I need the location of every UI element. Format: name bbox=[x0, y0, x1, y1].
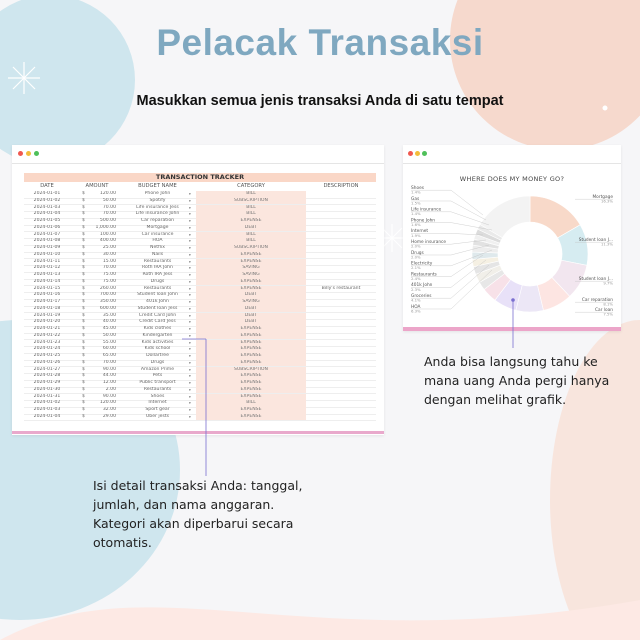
row-date: 2024-01-24 bbox=[33, 346, 61, 352]
dropdown-arrow-icon[interactable]: ▾ bbox=[189, 347, 191, 352]
row-currency: $ bbox=[82, 224, 85, 230]
row-budget-name: Credit Card John bbox=[138, 312, 177, 318]
row-category: DEBT bbox=[196, 225, 306, 232]
row-date: 2024-01-11 bbox=[33, 258, 61, 264]
row-date: 2024-01-04 bbox=[33, 211, 61, 217]
row-date: 2024-01-16 bbox=[33, 292, 61, 298]
row-date: 2024-01-03 bbox=[33, 407, 61, 412]
row-category: EXPENSE bbox=[196, 286, 306, 293]
row-currency: $ bbox=[82, 386, 85, 392]
chart-label-right: Car loan bbox=[595, 308, 613, 313]
row-amount: 35.00 bbox=[102, 312, 116, 318]
row-category: EXPENSE bbox=[196, 340, 306, 347]
dropdown-arrow-icon[interactable]: ▾ bbox=[189, 252, 191, 257]
row-budget-name: Kids activities bbox=[141, 339, 174, 345]
row-description: Billy's restaurant bbox=[321, 285, 361, 291]
chart-label-right-pct: 8.1% bbox=[603, 301, 613, 307]
dropdown-arrow-icon[interactable]: ▾ bbox=[189, 198, 191, 203]
row-amount: 600.00 bbox=[99, 305, 116, 311]
dropdown-arrow-icon[interactable]: ▾ bbox=[189, 381, 191, 385]
dropdown-arrow-icon[interactable]: ▾ bbox=[189, 387, 191, 392]
row-budget-name: Phone John bbox=[144, 191, 171, 196]
chart-label-left-pct: 1.4% bbox=[411, 189, 421, 195]
dropdown-arrow-icon[interactable]: ▾ bbox=[189, 246, 191, 250]
dropdown-arrow-icon[interactable]: ▾ bbox=[189, 293, 191, 298]
chart-label-left-pct: 1.4% bbox=[411, 211, 421, 217]
row-budget-name: HOA bbox=[152, 238, 163, 244]
chart-label-left: Phone John bbox=[411, 218, 436, 224]
row-currency: $ bbox=[82, 319, 85, 325]
dropdown-arrow-icon[interactable]: ▾ bbox=[189, 239, 191, 244]
row-date: 2024-01-30 bbox=[33, 386, 61, 392]
row-currency: $ bbox=[82, 299, 85, 304]
row-budget-name: Car reparation bbox=[140, 218, 175, 223]
row-category: EXPENSE bbox=[196, 394, 306, 401]
chart-label-left: Groceries bbox=[411, 294, 432, 299]
row-date: 2024-01-15 bbox=[33, 285, 61, 291]
row-category: EXPENSE bbox=[196, 252, 306, 259]
row-amount: 70.00 bbox=[102, 204, 116, 210]
row-category: BILL bbox=[196, 191, 306, 198]
row-budget-name: Public transport bbox=[139, 380, 176, 385]
row-date: 2024-01-08 bbox=[33, 238, 61, 244]
dropdown-arrow-icon[interactable]: ▾ bbox=[189, 300, 191, 304]
row-date: 2024-01-06 bbox=[33, 224, 61, 230]
row-currency: $ bbox=[82, 413, 85, 419]
dropdown-arrow-icon[interactable]: ▾ bbox=[189, 354, 191, 358]
row-currency: $ bbox=[82, 407, 85, 412]
row-budget-name: Kindergarten bbox=[142, 332, 173, 338]
row-currency: $ bbox=[82, 346, 85, 352]
row-currency: $ bbox=[82, 218, 85, 223]
chart-label-left: Electricity bbox=[411, 261, 433, 267]
connector-chart-dot bbox=[511, 298, 515, 302]
row-date: 2024-01-12 bbox=[33, 265, 61, 271]
row-category: EXPENSE bbox=[196, 387, 306, 394]
dropdown-arrow-icon[interactable]: ▾ bbox=[189, 212, 191, 217]
row-budget-name: Kids school bbox=[144, 346, 171, 352]
row-category: DEBT bbox=[196, 306, 306, 313]
row-currency: $ bbox=[82, 211, 85, 217]
dropdown-arrow-icon[interactable]: ▾ bbox=[189, 306, 191, 311]
row-budget-name: Amazon Prime bbox=[140, 366, 175, 372]
row-currency: $ bbox=[82, 238, 85, 244]
row-date: 2024-01-28 bbox=[33, 373, 61, 379]
dropdown-arrow-icon[interactable]: ▾ bbox=[189, 219, 191, 223]
row-amount: 30.00 bbox=[102, 251, 116, 257]
row-date: 2024-01-05 bbox=[33, 218, 61, 223]
chart-label-left: Restaurants bbox=[411, 272, 437, 278]
header-amount: AMOUNT bbox=[85, 183, 109, 189]
dropdown-arrow-icon[interactable]: ▾ bbox=[189, 259, 191, 264]
row-budget-name: Internet bbox=[148, 400, 167, 406]
chart-title: WHERE DOES MY MONEY GO? bbox=[459, 175, 565, 183]
row-date: 2024-01-10 bbox=[33, 251, 61, 257]
chart-label-right-pct: 16.3% bbox=[600, 198, 613, 204]
row-category: DEBT bbox=[196, 292, 306, 299]
row-budget-name: Uber jests bbox=[145, 413, 170, 419]
row-amount: 100.00 bbox=[99, 231, 116, 237]
row-budget-name: Credit Card Jess bbox=[139, 319, 176, 325]
row-amount: 15.00 bbox=[102, 258, 116, 264]
dropdown-arrow-icon[interactable]: ▾ bbox=[189, 266, 191, 271]
dropdown-arrow-icon[interactable]: ▾ bbox=[189, 286, 191, 291]
row-currency: $ bbox=[82, 292, 85, 298]
row-amount: 75.00 bbox=[102, 272, 116, 277]
chart-label-left-pct: 2.1% bbox=[411, 265, 421, 271]
row-date: 2024-01-21 bbox=[33, 326, 61, 331]
row-category: EXPENSE bbox=[196, 279, 306, 286]
row-budget-name: Roth IRA John bbox=[142, 265, 173, 271]
annotation-table: Isi detail transaksi Anda: tanggal, jumlah, dan nama anggaran. Kategori akan diperbarui secara otomatis. bbox=[93, 478, 303, 550]
row-amount: 60.00 bbox=[102, 346, 116, 352]
row-currency: $ bbox=[82, 380, 85, 385]
dropdown-arrow-icon[interactable]: ▾ bbox=[189, 394, 191, 399]
dropdown-arrow-icon[interactable]: ▾ bbox=[189, 232, 191, 237]
row-currency: $ bbox=[82, 265, 85, 271]
row-currency: $ bbox=[82, 366, 85, 372]
chart-label-right: Mortgage bbox=[592, 195, 613, 200]
chart-label-left: Home insurance bbox=[411, 240, 447, 245]
row-budget-name: Student loan John bbox=[137, 292, 178, 298]
row-date: 2024-01-18 bbox=[33, 305, 61, 311]
row-category: EXPENSE bbox=[196, 353, 306, 360]
chart-label-left-pct: 4.1% bbox=[411, 297, 421, 303]
dropdown-arrow-icon[interactable]: ▾ bbox=[189, 401, 191, 406]
dropdown-arrow-icon[interactable]: ▾ bbox=[189, 273, 191, 277]
dropdown-arrow-icon[interactable]: ▾ bbox=[189, 414, 191, 419]
row-category: BILL bbox=[196, 400, 306, 407]
row-budget-name: Restaurants bbox=[143, 258, 172, 264]
row-date: 2024-01-13 bbox=[33, 272, 61, 277]
row-budget-name: Pets bbox=[152, 373, 163, 379]
chart-label-left-pct: 6.3% bbox=[411, 308, 421, 314]
dropdown-arrow-icon[interactable]: ▾ bbox=[189, 367, 191, 372]
row-category: EXPENSE bbox=[196, 333, 306, 340]
row-currency: $ bbox=[82, 191, 85, 196]
row-date: 2024-01-07 bbox=[33, 231, 61, 237]
chart-label-left: Gas bbox=[411, 196, 420, 202]
row-date: 2024-01-31 bbox=[33, 393, 61, 399]
dropdown-arrow-icon[interactable]: ▾ bbox=[189, 408, 191, 412]
row-currency: $ bbox=[82, 204, 85, 210]
chart-label-left: 401k John bbox=[411, 283, 433, 289]
row-currency: $ bbox=[82, 359, 85, 365]
row-currency: $ bbox=[82, 272, 85, 277]
row-currency: $ bbox=[82, 400, 85, 406]
dropdown-arrow-icon[interactable]: ▾ bbox=[189, 327, 191, 331]
row-currency: $ bbox=[82, 245, 85, 250]
row-date: 2024-01-01 bbox=[33, 191, 61, 196]
row-date: 2024-01-22 bbox=[33, 332, 61, 338]
row-amount: 50.00 bbox=[102, 197, 116, 203]
dropdown-arrow-icon[interactable]: ▾ bbox=[189, 374, 191, 379]
row-category: BILL bbox=[196, 205, 306, 212]
annotation-chart: Anda bisa langsung tahu ke mana uang Anda pergi hanya dengan melihat grafik. bbox=[424, 354, 610, 407]
chart-label-left: Internet bbox=[411, 229, 429, 235]
chart-label-left-pct: 2.4% bbox=[411, 276, 421, 281]
row-amount: 29.00 bbox=[102, 413, 116, 419]
row-category: DEBT bbox=[196, 313, 306, 320]
row-category: SAVING bbox=[196, 265, 306, 272]
chart-label-right: Student loan J... bbox=[578, 238, 613, 243]
row-date: 2024-01-09 bbox=[33, 245, 61, 250]
chart-label-left: HOA bbox=[411, 304, 421, 310]
row-currency: $ bbox=[82, 373, 85, 379]
row-budget-name: Drugs bbox=[150, 359, 165, 365]
row-amount: 45.00 bbox=[102, 326, 116, 331]
row-amount: 55.00 bbox=[102, 339, 116, 345]
row-budget-name: Netflix bbox=[150, 245, 165, 250]
row-amount: 25.00 bbox=[102, 245, 116, 250]
chart-label-left: Drugs bbox=[411, 250, 424, 256]
row-category: SUBSCRIPTION bbox=[196, 367, 306, 374]
row-amount: 120.00 bbox=[99, 400, 116, 406]
row-currency: $ bbox=[82, 393, 85, 399]
dropdown-arrow-icon[interactable]: ▾ bbox=[189, 333, 191, 338]
row-date: 2024-01-27 bbox=[33, 366, 61, 372]
row-date: 2024-01-25 bbox=[33, 353, 61, 358]
row-currency: $ bbox=[82, 305, 85, 311]
row-date: 2024-01-29 bbox=[33, 380, 61, 385]
row-category: BILL bbox=[196, 238, 306, 245]
row-amount: 90.00 bbox=[102, 393, 116, 399]
chart-label-left-pct: 2.0% bbox=[411, 254, 421, 260]
row-budget-name: Mortgage bbox=[146, 224, 169, 230]
row-budget-name: Life insurance John bbox=[135, 211, 180, 217]
chart-label-right-pct: 7.5% bbox=[603, 311, 613, 317]
row-currency: $ bbox=[82, 197, 85, 203]
row-category: EXPENSE bbox=[196, 218, 306, 225]
row-amount: 350.00 bbox=[99, 299, 116, 304]
chart-label-left-pct: 1.6% bbox=[411, 222, 421, 227]
row-category: SUBSCRIPTION bbox=[196, 245, 306, 252]
row-category: BILL bbox=[196, 211, 306, 218]
dropdown-arrow-icon[interactable]: ▾ bbox=[189, 360, 191, 365]
row-amount: 120.00 bbox=[99, 191, 116, 196]
row-amount: 44.00 bbox=[102, 373, 116, 379]
row-currency: $ bbox=[82, 285, 85, 291]
dropdown-arrow-icon[interactable]: ▾ bbox=[189, 192, 191, 196]
row-budget-name: 401k John bbox=[146, 299, 169, 304]
tracker-title: TRANSACTION TRACKER bbox=[24, 173, 376, 182]
header-date: DATE bbox=[40, 183, 54, 189]
row-budget-name: Shoes bbox=[150, 393, 165, 399]
row-amount: 70.00 bbox=[102, 265, 116, 271]
header-budget-name: BUDGET NAME bbox=[138, 183, 177, 189]
row-amount: 50.00 bbox=[102, 332, 116, 338]
chart-label-left-pct: 1.5% bbox=[411, 200, 421, 206]
row-budget-name: Drugs bbox=[150, 278, 165, 284]
row-amount: 32.00 bbox=[102, 407, 116, 412]
row-amount: 70.00 bbox=[102, 211, 116, 217]
row-amount: 260.00 bbox=[99, 285, 116, 291]
row-date: 2024-01-20 bbox=[33, 319, 61, 325]
row-category: EXPENSE bbox=[196, 407, 306, 414]
row-category: EXPENSE bbox=[196, 259, 306, 266]
page-title: Pelacak Transaksi bbox=[156, 22, 484, 63]
row-amount: 12.00 bbox=[102, 380, 116, 385]
row-date: 2024-01-23 bbox=[33, 339, 61, 345]
row-amount: 40.00 bbox=[102, 319, 116, 325]
row-budget-name: Dollartree bbox=[146, 353, 169, 358]
row-budget-name: Sport gear bbox=[145, 407, 170, 412]
dropdown-arrow-icon[interactable]: ▾ bbox=[189, 320, 191, 325]
row-budget-name: Car insurance bbox=[141, 231, 174, 237]
row-currency: $ bbox=[82, 326, 85, 331]
row-category: EXPENSE bbox=[196, 326, 306, 333]
row-budget-name: Spotify bbox=[149, 197, 166, 203]
row-date: 2024-01-03 bbox=[33, 204, 61, 210]
row-amount: 90.00 bbox=[102, 366, 116, 372]
row-currency: $ bbox=[82, 353, 85, 358]
dropdown-arrow-icon[interactable]: ▾ bbox=[189, 313, 191, 318]
row-currency: $ bbox=[82, 231, 85, 237]
row-budget-name: Roth IRA Jess bbox=[142, 272, 173, 277]
row-currency: $ bbox=[82, 278, 85, 284]
chart-label-left-pct: 2.3% bbox=[411, 286, 421, 292]
row-budget-name: Restaurants bbox=[143, 386, 172, 392]
row-category: BILL bbox=[196, 232, 306, 239]
dropdown-arrow-icon[interactable]: ▾ bbox=[189, 205, 191, 210]
dropdown-arrow-icon[interactable]: ▾ bbox=[189, 225, 191, 230]
chart-label-right-pct: 9.7% bbox=[603, 280, 613, 286]
row-date: 2024-01-02 bbox=[33, 400, 61, 406]
row-currency: $ bbox=[82, 258, 85, 264]
row-category: EXPENSE bbox=[196, 346, 306, 353]
row-date: 2024-01-02 bbox=[33, 197, 61, 203]
row-category: EXPENSE bbox=[196, 380, 306, 387]
row-amount: 500.00 bbox=[99, 218, 116, 223]
dropdown-arrow-icon[interactable]: ▾ bbox=[189, 340, 191, 345]
row-currency: $ bbox=[82, 332, 85, 338]
chart-label-right-pct: 11.3% bbox=[600, 241, 613, 247]
row-category: SUBSCRIPTION bbox=[196, 198, 306, 205]
header-category: CATEGORY bbox=[237, 183, 265, 189]
chart-label-left-pct: 2.0% bbox=[411, 243, 421, 249]
row-date: 2024-01-17 bbox=[33, 299, 61, 304]
row-currency: $ bbox=[82, 312, 85, 318]
row-category: SAVING bbox=[196, 272, 306, 279]
row-date: 2024-01-26 bbox=[33, 359, 61, 365]
dropdown-arrow-icon[interactable]: ▾ bbox=[189, 279, 191, 284]
row-budget-name: Student loan Jess bbox=[137, 305, 178, 311]
row-category: EXPENSE bbox=[196, 373, 306, 380]
row-currency: $ bbox=[82, 251, 85, 257]
row-category: DEBT bbox=[196, 319, 306, 326]
row-amount: 65.00 bbox=[102, 353, 116, 358]
chart-label-left: Shoes bbox=[411, 186, 424, 191]
row-category: SAVING bbox=[196, 299, 306, 306]
row-amount: 700.00 bbox=[99, 292, 116, 298]
row-budget-name: Nails bbox=[151, 251, 164, 257]
row-date: 2024-01-19 bbox=[33, 312, 61, 318]
chart-label-left: Life insurance bbox=[411, 207, 442, 213]
chart-label-left-pct: 1.9% bbox=[411, 232, 421, 238]
row-amount: 1,000.00 bbox=[95, 224, 116, 230]
row-category: EXPENSE bbox=[196, 414, 306, 421]
row-date: 2024-01-04 bbox=[33, 413, 61, 419]
page-subtitle: Masukkan semua jenis transaksi Anda di satu tempat bbox=[136, 93, 504, 109]
header-description: DESCRIPTION bbox=[323, 183, 359, 189]
row-amount: 70.00 bbox=[102, 359, 116, 365]
row-category: EXPENSE bbox=[196, 360, 306, 367]
row-amount: 400.00 bbox=[99, 238, 116, 244]
row-currency: $ bbox=[82, 339, 85, 345]
row-amount: 75.00 bbox=[102, 278, 116, 284]
row-budget-name: Kids clothes bbox=[143, 326, 172, 331]
row-budget-name: Life insurance Jess bbox=[136, 204, 179, 210]
chart-label-right: Student loan J... bbox=[578, 277, 613, 282]
row-date: 2024-01-14 bbox=[33, 278, 61, 284]
chart-label-right: Car reparation bbox=[581, 298, 613, 303]
row-amount: 2.00 bbox=[105, 386, 116, 392]
row-budget-name: Restaurants bbox=[143, 285, 172, 291]
